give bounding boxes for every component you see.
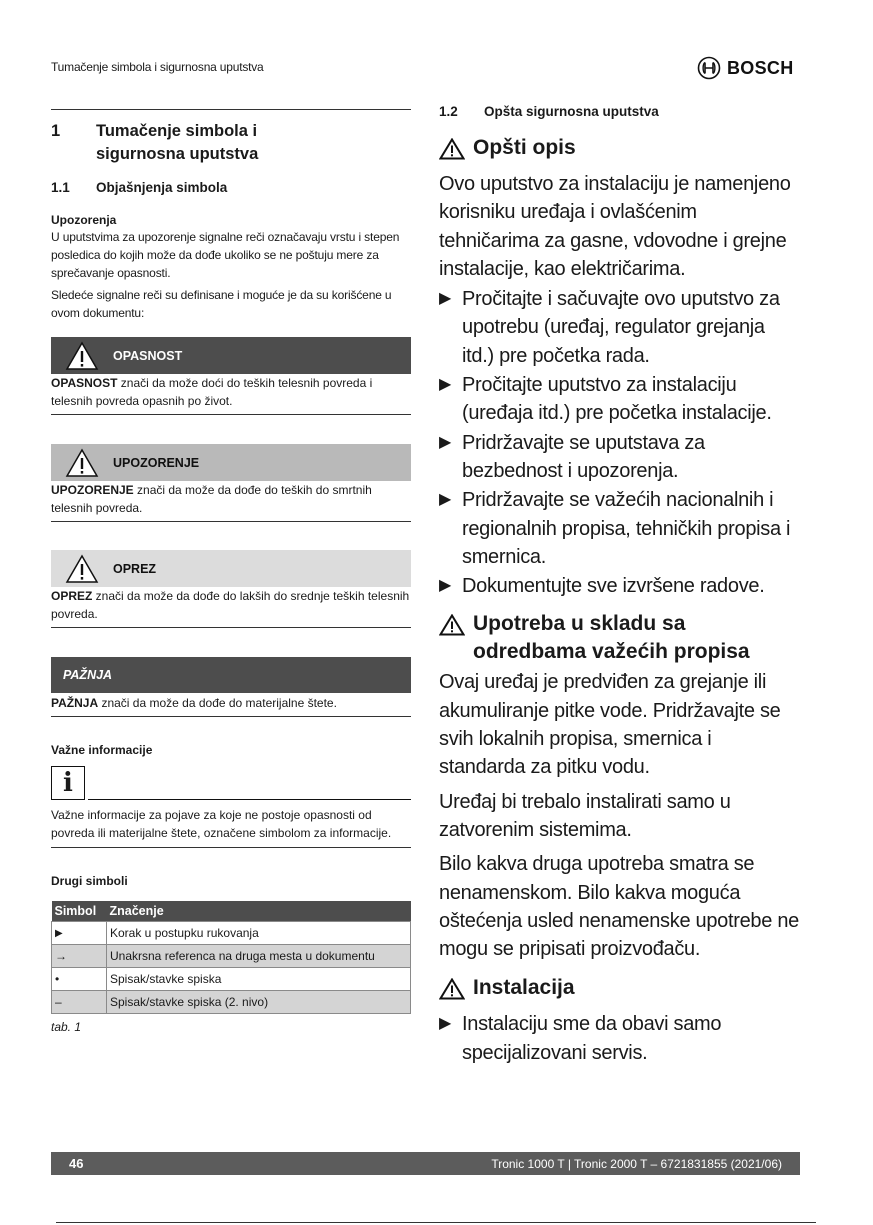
list-item: ▶ Pridržavajte se uputstava za bezbednost i upozorenja. — [439, 429, 801, 486]
usage-heading-text: Upotreba u skladu sa odredbama važećih propisa — [473, 612, 750, 664]
general-heading-text: Opšti opis — [473, 136, 576, 159]
caution-description: OPREZ znači da može da dođe do lakših do srednje teških telesnih povreda. — [51, 587, 411, 628]
notice-block — [51, 657, 411, 717]
caution-triangle-icon — [51, 554, 113, 584]
general-intro: Ovo uputstvo za instalaciju je namenjeno korisniku uređaja i ovlašćenim tehničarima za gasne, vdovodne i grejne instalacije, kao električarima. — [439, 173, 791, 280]
page-header-title: Tumačenje simbola i sigurnosna uputstva — [51, 60, 264, 74]
warning-triangle-icon — [51, 448, 113, 478]
step-arrow-icon: ▶ — [439, 1015, 452, 1033]
section-1-heading — [51, 120, 411, 166]
list-item: ▶ Pročitajte i sačuvajte ovo uputstvo za upotrebu (uređaj, regulator grejanja itd.) pre početka rada. — [439, 285, 801, 370]
table-cell-symbol: ▶ — [52, 922, 107, 945]
table-cell-meaning: Spisak/stavke spiska — [107, 968, 411, 991]
section-1-title: Tumačenje simbola i sigurnosna uputstva — [96, 122, 259, 163]
list-item: ▶ Pročitajte uputstvo za instalaciju (uređaja itd.) pre početka instalacije. — [439, 371, 801, 428]
table-header-symbol: Simbol — [52, 901, 107, 922]
warning-label: UPOZORENJE — [113, 455, 200, 470]
document-id: Tronic 1000 T | Tronic 2000 T – 6721831855 (2021/06) — [491, 1156, 782, 1171]
list-item: ▶ Instalaciju sme da obavi samo specijalizovani servis. — [439, 1010, 801, 1067]
table-row — [52, 991, 411, 1014]
info-heading: Važne informacije — [51, 743, 153, 757]
warning-description: UPOZORENJE znači da može da dođe do teških do smrtnih telesnih povreda. — [51, 481, 411, 522]
right-column — [439, 104, 801, 1067]
info-icon: i — [51, 766, 85, 800]
footer-bar — [51, 1152, 800, 1175]
warnings-heading: Upozorenja — [51, 213, 117, 227]
notice-description: PAŽNJA znači da može da dođe do materijalne štete. — [51, 693, 411, 717]
table-caption: tab. 1 — [51, 1020, 82, 1034]
list-item: ▶ Dokumentujte sve izvršene radove. — [439, 572, 801, 600]
warnings-text-2: Sledeće signalne reči su definisane i moguće je da su korišćene u ovom dokumentu: — [51, 288, 392, 320]
table-cell-symbol: – — [52, 991, 107, 1014]
install-heading-text: Instalacija — [473, 976, 575, 1000]
usage-paragraph-3: Bilo kakva druga upotreba smatra se nenamenskom. Bilo kakva moguća oštećenja usled nenamenske upotrebe ne mogu se pripisati proizvođaču. — [439, 853, 799, 961]
danger-description: OPASNOST znači da može doći do teških telesnih povreda i telesnih povreda opasnih po život. — [51, 374, 411, 415]
notice-bar — [51, 657, 411, 693]
step-arrow-icon: ▶ — [439, 433, 452, 451]
table-cell-meaning: Spisak/stavke spiska (2. nivo) — [107, 991, 411, 1014]
section-1-1-title: Objašnjenja simbola — [96, 180, 228, 195]
table-cell-symbol: • — [52, 968, 107, 991]
section-1-number: 1 — [51, 122, 61, 140]
section-1-1-number: 1.1 — [51, 180, 70, 195]
table-row — [52, 968, 411, 991]
danger-block — [51, 337, 411, 415]
usage-warning-icon — [439, 610, 473, 644]
table-cell-symbol: → — [52, 945, 107, 968]
info-description: Važne informacije za pojave za koje ne postoje opasnosti od povreda ili materijalne štete, označene simbolom za informacije. — [51, 806, 411, 848]
caution-block — [51, 550, 411, 628]
warnings-text-1: U uputstvima za upozorenje signalne reči označavaju vrstu i stepen posledica do kojih može da dođe ukoliko se ne poštuju mere za sprečavanje opasnosti. — [51, 230, 400, 280]
info-symbol-row — [51, 766, 411, 800]
table-cell-meaning: Korak u postupku rukovanja — [107, 922, 411, 945]
section-1-2-title: Opšta sigurnosna uputstva — [484, 104, 659, 119]
step-arrow-icon: ▶ — [439, 491, 452, 509]
page-number: 46 — [69, 1156, 84, 1171]
other-symbols-heading: Drugi simboli — [51, 874, 128, 888]
usage-heading — [439, 610, 801, 666]
section-1-2-number: 1.2 — [439, 104, 458, 119]
symbols-table — [51, 901, 411, 1014]
left-column — [51, 109, 411, 1034]
general-heading — [439, 134, 801, 168]
step-arrow-icon: ▶ — [439, 577, 452, 595]
section-1-1-heading — [51, 180, 411, 195]
bosch-logo — [697, 56, 794, 80]
general-warning-icon — [439, 134, 473, 168]
table-row — [52, 922, 411, 945]
danger-bar — [51, 337, 411, 374]
install-heading — [439, 974, 801, 1008]
bosch-armature-icon — [697, 56, 721, 80]
danger-triangle-icon — [51, 341, 113, 371]
section-1-2-heading — [439, 104, 801, 119]
brand-name: BOSCH — [727, 57, 794, 78]
caution-label: OPREZ — [113, 561, 157, 576]
install-warning-icon — [439, 974, 473, 1008]
step-arrow-icon: ▶ — [439, 376, 452, 394]
danger-label: OPASNOST — [113, 348, 183, 363]
usage-paragraph-2: Uređaj bi trebalo instalirati samo u zatvorenim sistemima. — [439, 790, 731, 841]
caution-bar — [51, 550, 411, 587]
usage-paragraph-1: Ovaj uređaj je predviđen za grejanje ili akumuliranje pitke vode. Pridržavajte se svih lokalnih propisa, smernica i standarda za pitku vodu. — [439, 671, 781, 779]
table-header-meaning: Značenje — [107, 901, 411, 922]
table-row — [52, 945, 411, 968]
table-cell-meaning: Unakrsna referenca na druga mesta u dokumentu — [107, 945, 411, 968]
step-arrow-icon: ▶ — [439, 290, 452, 308]
notice-label: PAŽNJA — [63, 668, 113, 682]
warning-block — [51, 444, 411, 522]
warning-bar — [51, 444, 411, 481]
list-item: ▶ Pridržavajte se važećih nacionalnih i regionalnih propisa, tehničkih propisa i smernica. — [439, 486, 801, 571]
